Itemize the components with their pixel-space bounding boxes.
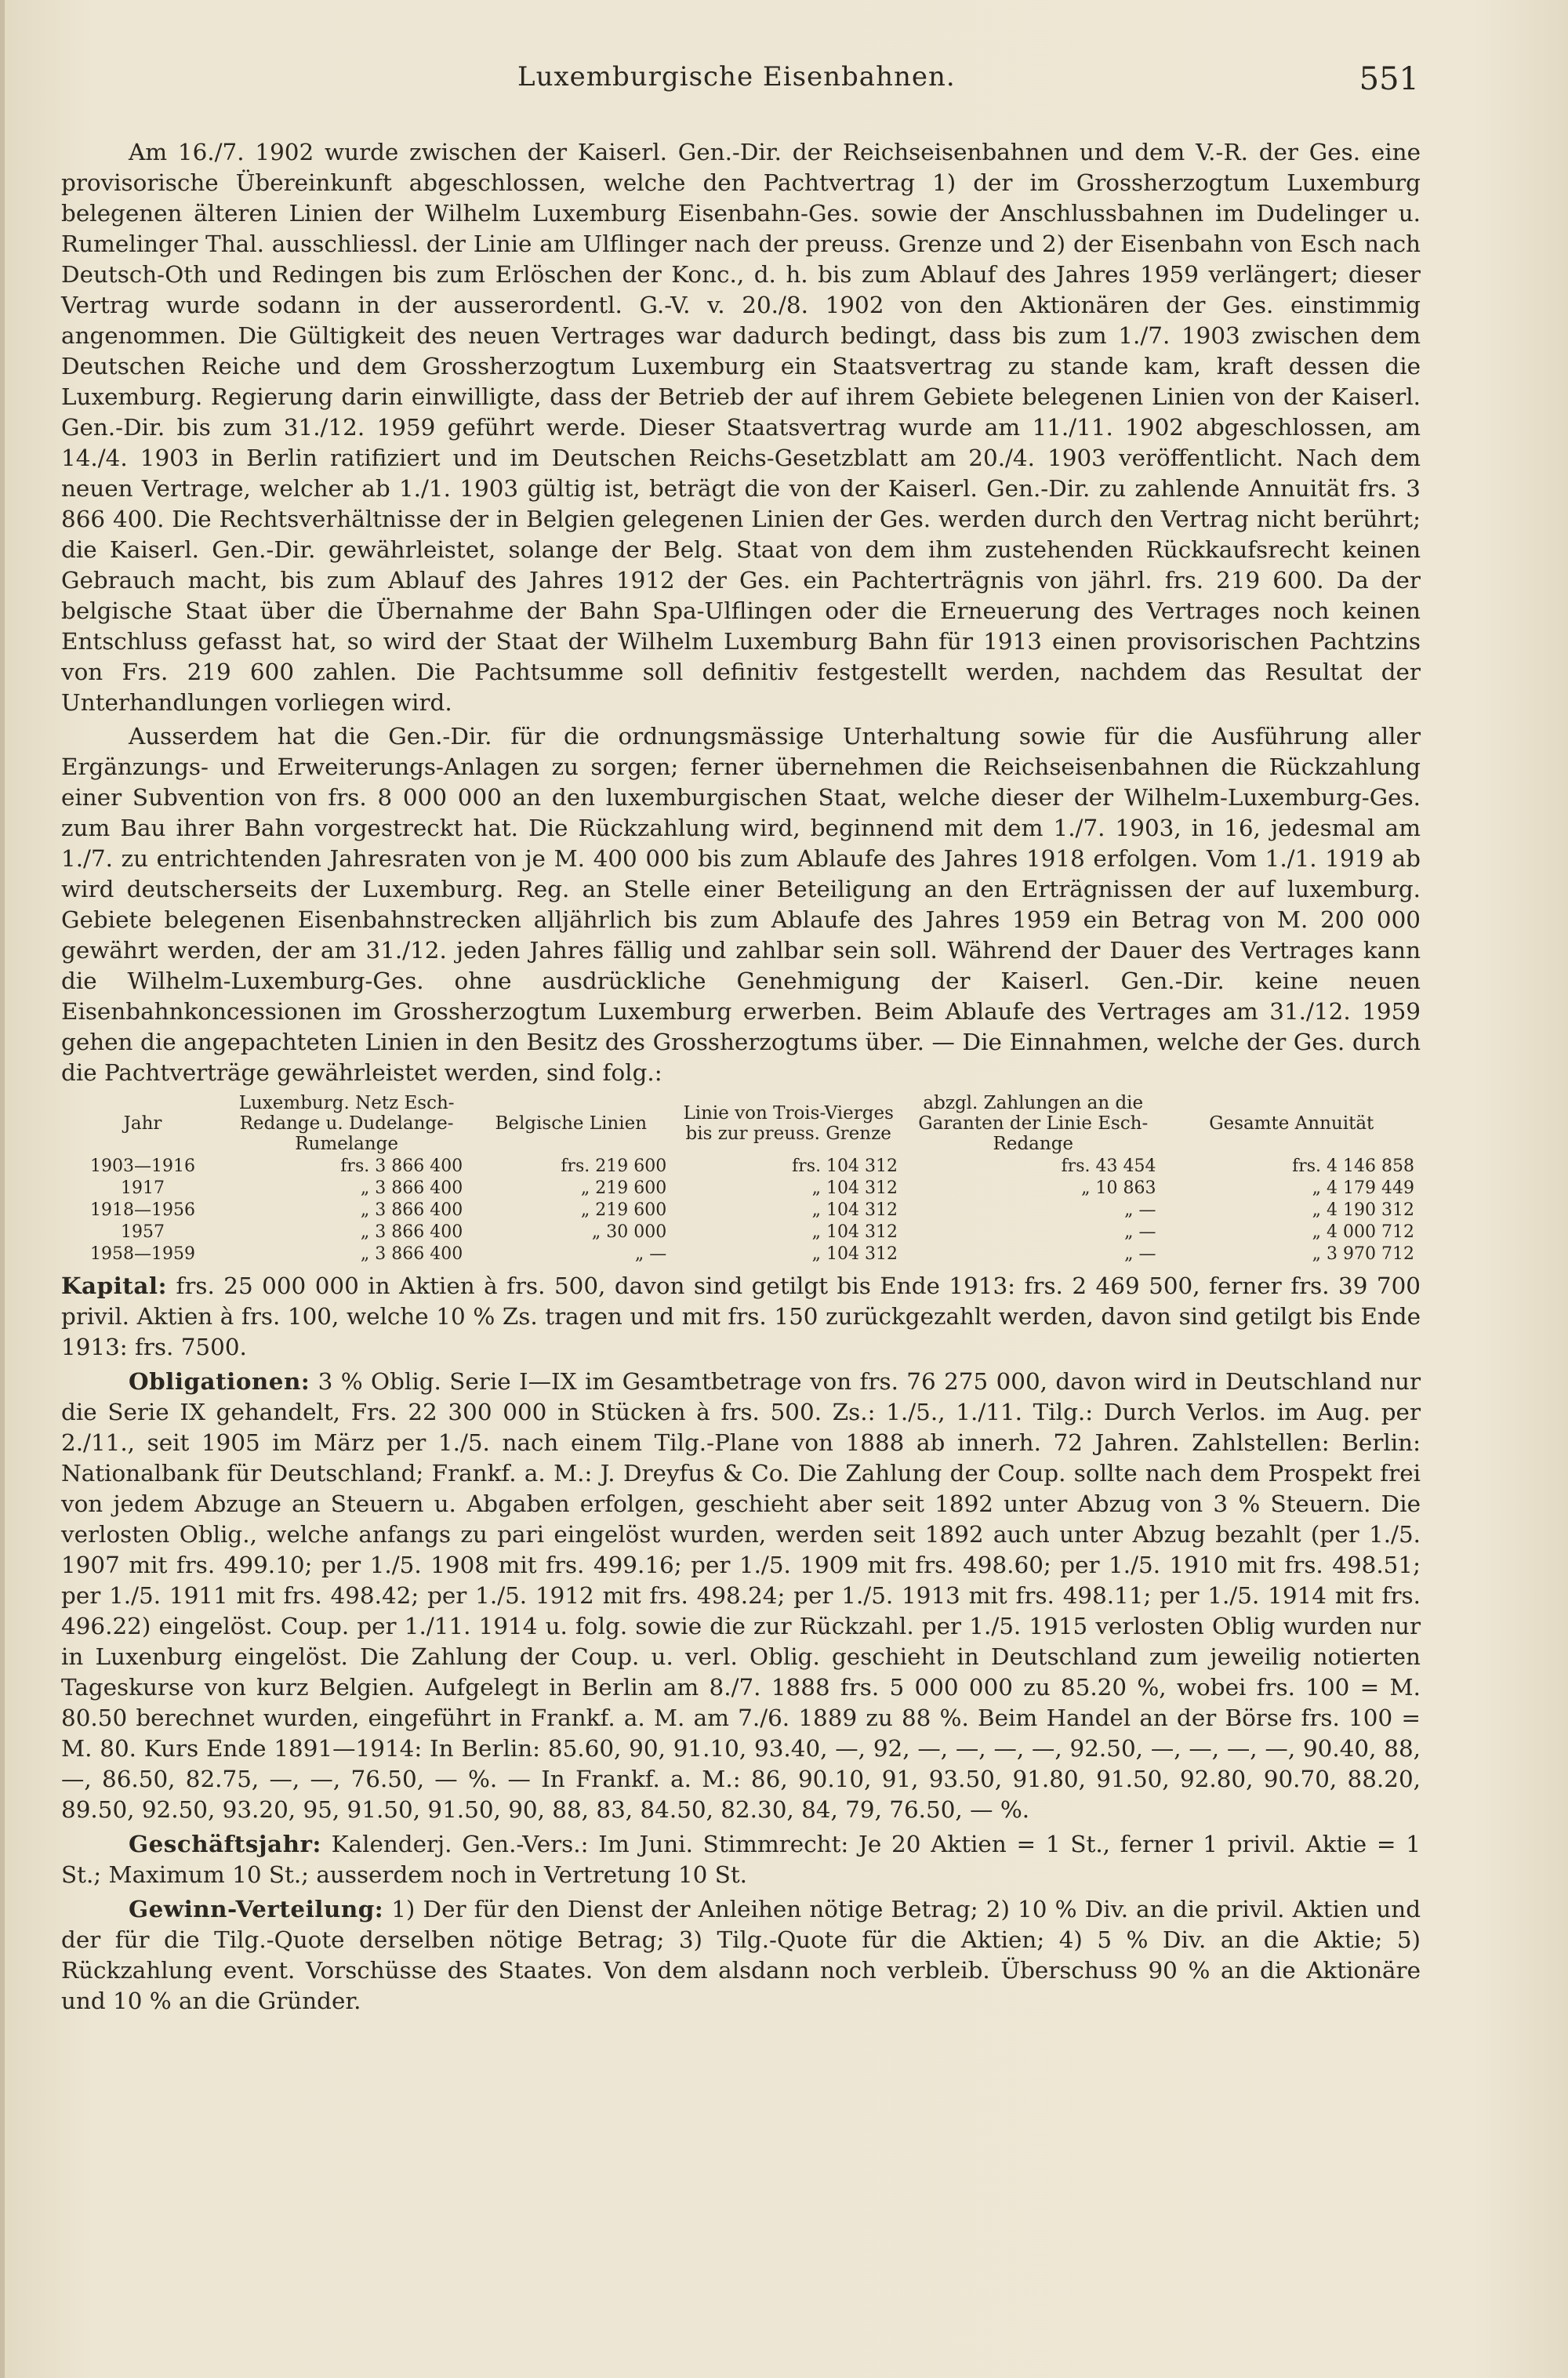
table-row	[61, 1200, 1421, 1222]
cell-luxemburg-netz: „ 3 866 400	[360, 1244, 463, 1264]
table-row	[61, 1156, 1421, 1178]
cell-luxemburg-netz: „ 3 866 400	[360, 1178, 463, 1198]
section-text-gewinn-verteilung: 1) Der für den Dienst der Anleihen nötige Betrag; 2) 10 % Div. an die privil. Aktien und der für die Tilg.-Quote derselben nötige Betrag; 3) Tilg.-Quote für die Aktien; 4) 5 % Div. an die Aktie; 5) Rückzahlung event. Vorschüsse des Staates. Von dem alsdann noch verbleib. Überschuss 90 % an die Aktionäre und 10 % an die Gründer.	[61, 1896, 1421, 2014]
header-jahr: Jahr	[123, 1113, 162, 1134]
section-text-geschaeftsjahr: Kalenderj. Gen.-Vers.: Im Juni. Stimmrecht: Je 20 Aktien = 1 St., ferner 1 privil. Aktie = 1 St.; Maximum 10 St.; ausserdem noch in Vertretung 10 St.	[61, 1831, 1421, 1888]
cell-trois-vierges: „ 104 312	[811, 1244, 898, 1264]
cell-gesamte-annuitaet: „ 4 190 312	[1312, 1200, 1414, 1220]
cell-year: 1903—1916	[90, 1156, 196, 1176]
cell-abzgl-zahlungen: „ 10 863	[1081, 1178, 1156, 1198]
cell-belgische-linien: frs. 219 600	[561, 1156, 667, 1176]
section-text-obligationen: 3 % Oblig. Serie I—IX im Gesamtbetrage von frs. 76 275 000, davon wird in Deutschland nur die Serie IX gehandelt, Frs. 22 300 000 in Stücken à frs. 500. Zs.: 1./5., 1./11. Tilg.: Durch Verlos. im Aug. per 2./11., seit 1905 im März per 1./5. nach einem Tilg.-Plane von 1888 ab innerh. 72 Jahren. Zahlstellen: Berlin: Nationalbank für Deutschland; Frankf. a. M.: J. Dreyfus & Co. Die Zahlung der Coup. sollte nach dem Prospekt frei von jedem Abzuge an Steuern u. Abgaben erfolgen, geschieht aber seit 1892 unter Abzug von 3 % Steuern. Die verlosten Oblig., welche anfangs zu pari eingelöst wurden, werden seit 1892 auch unter Abzug bezahlt (per 1./5. 1907 mit frs. 499.10; per 1./5. 1908 mit frs. 499.16; per 1./5. 1909 mit frs. 498.60; per 1./5. 1910 mit frs. 498.51; per 1./5. 1911 mit frs. 498.42; per 1./5. 1912 mit frs. 498.24; per 1./5. 1913 mit frs. 498.11; per 1./5. 1914 mit frs. 496.22) eingelöst. Coup. per 1./11. 1914 u. folg. sowie die zur Rückzahl. per 1./5. 1915 verlosten Oblig wurden nur in Luxenburg eingelöst. Die Zahlung der Coup. u. verl. Oblig. geschieht in Deutschland zum jeweilig notierten Tageskurse von kurz Belgien. Aufgelegt in Berlin am 8./7. 1888 frs. 5 000 000 zu 85.20 %, wobei frs. 100 = M. 80.50 berechnet wurden, eingeführt in Frankf. a. M. am 7./6. 1889 zu 88 %. Beim Handel an der Börse frs. 100 = M. 80. Kurs Ende 1891—1914: In Berlin: 85.60, 90, 91.10, 93.40, —, 92, —, —, —, —, 92.50, —, —, —, —, 90.40, 88, —, 86.50, 82.75, —, —, 76.50, — %. — In Frankf. a. M.: 86, 90.10, 91, 93.50, 91.80, 91.50, 92.80, 90.70, 88.20, 89.50, 92.50, 93.20, 95, 91.50, 91.50, 90, 88, 83, 84.50, 82.30, 84, 79, 76.50, — %.	[61, 1368, 1421, 1823]
cell-luxemburg-netz: „ 3 866 400	[360, 1222, 463, 1242]
section-label-obligationen: Obligationen:	[129, 1367, 310, 1395]
table-header-row	[61, 1091, 1421, 1156]
cell-abzgl-zahlungen: frs. 43 454	[1061, 1156, 1156, 1176]
header-luxemburg-netz: Luxemburg. Netz Esch-Redange u. Dudelange-Rumelange	[238, 1093, 455, 1154]
scan-edge	[0, 0, 5, 2378]
section-kapital	[61, 1270, 1421, 1363]
cell-belgische-linien: „ 219 600	[580, 1178, 667, 1198]
table-row	[61, 1243, 1421, 1265]
section-geschaeftsjahr	[61, 1828, 1421, 1890]
table-row	[61, 1178, 1421, 1200]
cell-gesamte-annuitaet: „ 4 000 712	[1312, 1222, 1414, 1242]
cell-gesamte-annuitaet: „ 4 179 449	[1312, 1178, 1414, 1198]
section-obligationen	[61, 1366, 1421, 1825]
page-number: 551	[1359, 61, 1419, 97]
paragraph-pachtvertrag: Am 16./7. 1902 wurde zwischen der Kaiserl. Gen.-Dir. der Reichseisenbahnen und dem V.-R. der Ges. eine provisorische Übereinkunft abgeschlossen, welche den Pachtvertrag 1) der im Grossherzogtum Luxemburg belegenen älteren Linien der Wilhelm Luxemburg Eisenbahn-Ges. sowie der Anschlussbahnen im Dudelinger u. Rumelinger Thal. ausschliessl. der Linie am Ulflinger nach der preuss. Grenze und 2) der Eisenbahn von Esch nach Deutsch-Oth und Redingen bis zum Erlöschen der Konc., d. h. bis zum Ablauf des Jahres 1959 verlängert; dieser Vertrag wurde sodann in der ausserordentl. G.-V. v. 20./8. 1902 von den Aktionären der Ges. einstimmig angenommen. Die Gültigkeit des neuen Vertrages war dadurch bedingt, dass bis zum 1./7. 1903 zwischen dem Deutschen Reiche und dem Grossherzogtum Luxemburg ein Staatsvertrag zu stande kam, kraft dessen die Luxemburg. Regierung darin einwilligte, dass der Betrieb der auf ihrem Gebiete belegenen Linien von der Kaiserl. Gen.-Dir. bis zum 31./12. 1959 geführt werde. Dieser Staatsvertrag wurde am 11./11. 1902 abgeschlossen, am 14./4. 1903 in Berlin ratifiziert und im Deutschen Reichs-Gesetzblatt am 20./4. 1903 veröffentlicht. Nach dem neuen Vertrage, welcher ab 1./1. 1903 gültig ist, beträgt die von der Kaiserl. Gen.-Dir. zu zahlende Annuität frs. 3 866 400. Die Rechtsverhältnisse der in Belgien gelegenen Linien der Ges. werden durch den Vertrag nicht berührt; die Kaiserl. Gen.-Dir. gewährleistet, solange der Belg. Staat von dem ihm zustehenden Rückkaufsrecht keinen Gebrauch macht, bis zum Ablauf des Jahres 1912 der Ges. ein Pachterträgnis von jährl. frs. 219 600. Da der belgische Staat über die Übernahme der Bahn Spa-Ulflingen oder die Erneuerung des Vertrages noch keinen Entschluss gefasst hat, so wird der Staat der Wilhelm Luxemburg Bahn für 1913 einen provisorischen Pachtzins von Frs. 219 600 zahlen. Die Pachtsumme soll definitiv festgestellt werden, nachdem das Resultat der Unterhandlungen vorliegen wird.	[61, 139, 1421, 716]
cell-luxemburg-netz: frs. 3 866 400	[340, 1156, 463, 1176]
annuity-table	[61, 1091, 1421, 1265]
page-header	[517, 61, 1419, 108]
cell-belgische-linien: „ —	[634, 1244, 667, 1264]
section-gewinn-verteilung	[61, 1893, 1421, 2017]
cell-year: 1917	[121, 1178, 165, 1198]
cell-trois-vierges: „ 104 312	[811, 1178, 898, 1198]
running-title: Luxemburgische Eisenbahnen.	[517, 61, 956, 93]
section-label-gewinn-verteilung: Gewinn-Verteilung:	[129, 1895, 384, 1922]
cell-abzgl-zahlungen: „ —	[1124, 1222, 1156, 1242]
section-label-kapital: Kapital:	[61, 1272, 167, 1299]
section-label-geschaeftsjahr: Geschäftsjahr:	[129, 1830, 321, 1857]
table-row	[61, 1222, 1421, 1243]
header-belgische-linien: Belgische Linien	[495, 1113, 648, 1134]
cell-abzgl-zahlungen: „ —	[1124, 1244, 1156, 1264]
cell-gesamte-annuitaet: frs. 4 146 858	[1292, 1156, 1414, 1176]
cell-luxemburg-netz: „ 3 866 400	[360, 1200, 463, 1220]
header-abzgl-zahlungen: abzgl. Zahlungen an die Garanten der Linie Esch-Redange	[918, 1093, 1149, 1154]
body-text	[61, 137, 1421, 2020]
cell-year: 1957	[121, 1222, 165, 1242]
cell-gesamte-annuitaet: „ 3 970 712	[1312, 1244, 1414, 1264]
section-text-kapital: frs. 25 000 000 in Aktien à frs. 500, davon sind getilgt bis Ende 1913: frs. 2 469 500, ferner frs. 39 700 privil. Aktien à frs. 100, welche 10 % Zs. tragen und mit frs. 150 zurückgezahlt werden, davon sind getilgt bis Ende 1913: frs. 7500.	[61, 1273, 1421, 1360]
cell-year: 1918—1956	[90, 1200, 196, 1220]
annuity-table-wrapper	[61, 1091, 1421, 1265]
cell-belgische-linien: „ 219 600	[580, 1200, 667, 1220]
cell-trois-vierges: frs. 104 312	[792, 1156, 898, 1176]
paragraph-unterhaltung: Ausserdem hat die Gen.-Dir. für die ordnungsmässige Unterhaltung sowie für die Ausführung aller Ergänzungs- und Erweiterungs-Anlagen zu sorgen; ferner übernehmen die Reichseisenbahnen die Rückzahlung einer Subvention von frs. 8 000 000 an den luxemburgischen Staat, welche dieser der Wilhelm-Luxemburg-Ges. zum Bau ihrer Bahn vorgestreckt hat. Die Rückzahlung wird, beginnend mit dem 1./7. 1903, in 16, jedesmal am 1./7. zu entrichtenden Jahresraten von je M. 400 000 bis zum Ablaufe des Jahres 1918 erfolgen. Vom 1./1. 1919 ab wird deutscherseits der Luxemburg. Reg. an Stelle einer Beteiligung an den Erträgnissen der auf luxemburg. Gebiete belegenen Eisenbahnstrecken alljährlich bis zum Ablaufe des Jahres 1959 ein Betrag von M. 200 000 gewährt werden, der am 31./12. jeden Jahres fällig und zahlbar sein soll. Während der Dauer des Vertrages kann die Wilhelm-Luxemburg-Ges. ohne ausdrückliche Genehmigung der Kaiserl. Gen.-Dir. keine neuen Eisenbahnkoncessionen im Grossherzogtum Luxemburg erwerben. Beim Ablaufe des Vertrages am 31./12. 1959 gehen die angepachteten Linien in den Besitz des Grossherzogtums über. — Die Einnahmen, welche der Ges. durch die Pachtverträge gewährleistet werden, sind folg.:	[61, 723, 1421, 1086]
cell-trois-vierges: „ 104 312	[811, 1222, 898, 1242]
cell-year: 1958—1959	[90, 1244, 196, 1264]
cell-trois-vierges: „ 104 312	[811, 1200, 898, 1220]
header-trois-vierges: Linie von Trois-Vierges bis zur preuss. Grenze	[683, 1103, 894, 1144]
header-gesamte-annuitaet: Gesamte Annuität	[1209, 1113, 1374, 1134]
cell-abzgl-zahlungen: „ —	[1124, 1200, 1156, 1220]
cell-belgische-linien: „ 30 000	[591, 1222, 667, 1242]
